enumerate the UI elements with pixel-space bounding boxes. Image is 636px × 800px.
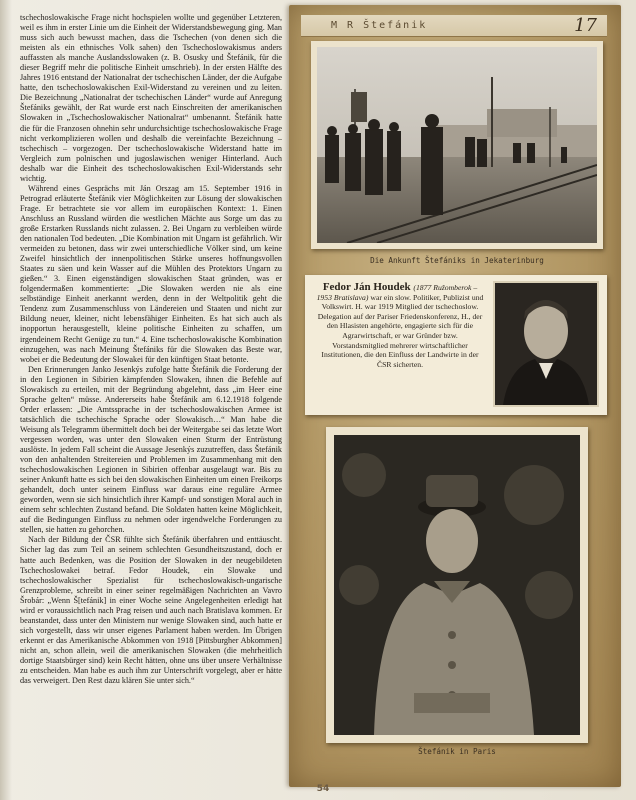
paragraph-4: Nach der Bildung der ČSR fühlte sich Štefánik überfahren und enttäuscht. Sicher lag das zum Teil an seinem schlechten Gesundheitszustand, doch er hatte auch Bedenken, was die Position der Slowaken in der neugebildeten Tschechoslowakei betraf. Fedor Houdek, ein Slowake und tschechoslowakischer Spezialist für tschechoslowakisch-ungarische Grenzprobleme, schreibt in einer seiner regelmäßigen Nachrichten an Vavro Šrobár: „Wenn Š[tefánik] in einer Woche seine Angelegenheiten erledigt hat wird er voraussichtlich nach Prag reisen und auch nach Bratislava kommen. Er beanstandet, dass unter den Ministern nur wenige Slowaken sind, auch hatte er sich vorgestellt, dass wir unser eigenes Parlament haben werden. Im Übrigen erkennt er das Amerikanische Abkommen von 1918 [Pittsburgher Abkommen] nicht an, schon allein, weil die amerikanischen Slowaken (die mehrheitlich dortige Staatsbürger sind) kein Recht hätten, ohne uns über unsere Verhältnisse zu entscheiden. Man habe es auch ihm zur Unterschrift vorgelegt, aber er hätte das verweigert. Den Rest dazu klären Sie unter sich.“ (20, 535, 282, 686)
paris-portrait-photo (334, 435, 580, 735)
page-gutter-shadow (0, 0, 12, 800)
bio-name: Fedor Ján Houdek (322, 281, 414, 293)
paragraph-2: Während eines Gesprächs mit Ján Orszag am 15. September 1916 in Petrograd erläuterte Štefánik vier Möglichkeiten zur Lösung der slowakischen Frage. Er betrachtete sie vor allem im europäischen Kontext: 1. Einen Anschluss an Russland würden die westlichen Mächte aus Sorge um das zu große Erstarken Russlands nicht zulassen. 2. Bei Ungarn zu verbleiben würde den nationalen Tod bedeuten. „Die Kombination mit Ungarn ist gefährlich. Wir vermeiden zu betonen, dass wir zwei unterschiedliche Völker sind, um keine Zweifel hinsichtlich der innenpolitischen Stärke unseres hoffnungsvollen Staates zu säen und kein Wasser auf die Mühlen des Protektors Ungarn zu gießen.“ 3. Einen eigenständigen slowakischen Staat gründen, was er folgendermaßen kommentierte: „Die Slowaken werden nie als eine selbständige Einheit anerkannt werden, denn in der Weltpolitik geht die Tendenz zum Zusammenschluss von Ländereien und Staaten und nicht zur Bildung neuer, kleiner, nicht lebensfähiger Einheiten. Es hat sich auch als inopportun herausgestellt, kleine politische Einheiten zu schaffen, um irgendeinem Recht Genüge zu tun.“ 4. Eine tschechoslowakische Kombination einzugehen, was nach Meinung Štefániks für die Slowaken das Beste war, wobei er die Bedeutung der Slowakei für den künftigen Staat betonte. (20, 183, 282, 364)
article-text-column (20, 13, 282, 777)
scrapbook-panel (289, 5, 621, 787)
railway-platform-image (317, 47, 597, 243)
houdek-bio-card (305, 275, 607, 415)
officer-portrait-image (334, 435, 580, 735)
bio-dates: (1877 Ružomberok – 1953 Bratislava) (316, 283, 478, 302)
paris-caption: Štefánik in Paris (418, 747, 496, 756)
panel-header-strip (301, 15, 607, 37)
photo-card-arrival (311, 41, 603, 249)
header-label: M R Štefánik (331, 20, 428, 31)
arrival-photo (317, 47, 597, 243)
arrival-caption: Die Ankunft Štefániks in Jekaterinburg (370, 256, 544, 265)
photo-card-paris (326, 427, 588, 743)
bio-description: war ein slow. Politiker, Publizist und Volkswirt. H. war 1919 Mitglied der tschechoslow. Delegation auf der Pariser Friedenskonferenz, H., der den Hlasisten angehörte, engagierte sich für die Agrarwirtschaft, er war Gründer bzw. Vorstandsmitglied mehrerer wirtschaftlicher Institutionen, die den Einfluss der Landwirte in der ČSR sicherten. (317, 292, 484, 369)
paragraph-3: Den Erinnerungen Janko Jesenkýs zufolge hatte Štefánik die Forderung der in den Legionen in Sibirien kämpfenden Slowaken, ihnen die Befehle auf Slowakisch zu erteilen, mit der Begründung abgelehnt, dass „im Heer eine Sprache gelten“ müsse. Andererseits habe Štefánik am 6.12.1918 folgende Order erlassen: „Die Amtssprache in der tschechoslowakischen Armee ist tatsächlich die tschechische Sprache oder Slowakisch…“ Man habe die Weisung als Telegramm übermittelt doch bei der Weitergabe sei das letzte Wort vergessen worden, was unter den Slowaken einen Sturm der Entrüstung auslöste. In jedem Fall scheint die Aussage Jesenkýs zuzutreffen, dass Štefánik von den anhaltenden Streitereien und Problemen im Zusammenhang mit den tschechoslowakischen Legionen in Sibirien offenbar ausgelaugt war. Bis zu seiner Ankunft hatte es sich bei den slowakischen Einheiten um einen Freikorps gehandelt, doch unter seinem Einfluss war daraus eine reguläre Armee geworden, wenn sie sich hinsichtlich ihrer Kampf- und sonstigen Moral auch in einem sehr schlechten Zustand befand. Die Soldaten hatten keine Möglichkeit, auf die Bedingungen Einfluss zu nehmen oder irgendwelche Forderungen zu stellen, sie hatten zu gehorchen. (20, 364, 282, 535)
handwritten-page-number: 17 (574, 15, 597, 36)
paragraph-1: tschechoslowakische Frage nicht hochspielen wollte und gegenüber Letzteren, weil es ihm in erster Linie um die Einheit der Widerstandsbewegung ging. Man muss sich auch bewusst machen, dass die Tschechen (von denen sich die meisten als ein ethnisches Volk sahen) den Tschechoslowakismus anders auffassten als manche Auslandsslowaken (z. B. Osusky und Štefánik, für die dieser Begriff mehr die politische Einheit umschrieb). In der ersten Hälfte des Jahres 1916 entstand der Nationalrat der tschechischen Länder, der die Aufgabe hatte, den tschechoslowakischen Exil-Widerstand zu vereinen und zu leiten. Die Bezeichnung „Nationalrat der tschechischen Länder“ wurde auf Anregung Štefániks gewählt, der Rat wurde erst nach Einschreiten der amerikanischen Slowaken in „Tschechoslowakischer Nationalrat“ umbenannt. Štefánik hatte die für die Franzosen ohnehin sehr undurchsichtige tschechoslowakische Frage nicht verkomplizieren wollen und deshalb die vereinfachte Bezeichnung – tschechisch – vorgezogen. Der tschechoslowakische Widerstand hatte im Vergleich zum polnischen und jugoslawischen weniger Hinterland. Auch deshalb war die Einheit des tschechoslowakischen Exil-Widerstands sehr wichtig. (20, 13, 282, 183)
page-number: 54 (316, 784, 330, 794)
portrait-image (495, 283, 597, 405)
bio-text-block (315, 283, 485, 369)
houdek-portrait (493, 281, 599, 407)
